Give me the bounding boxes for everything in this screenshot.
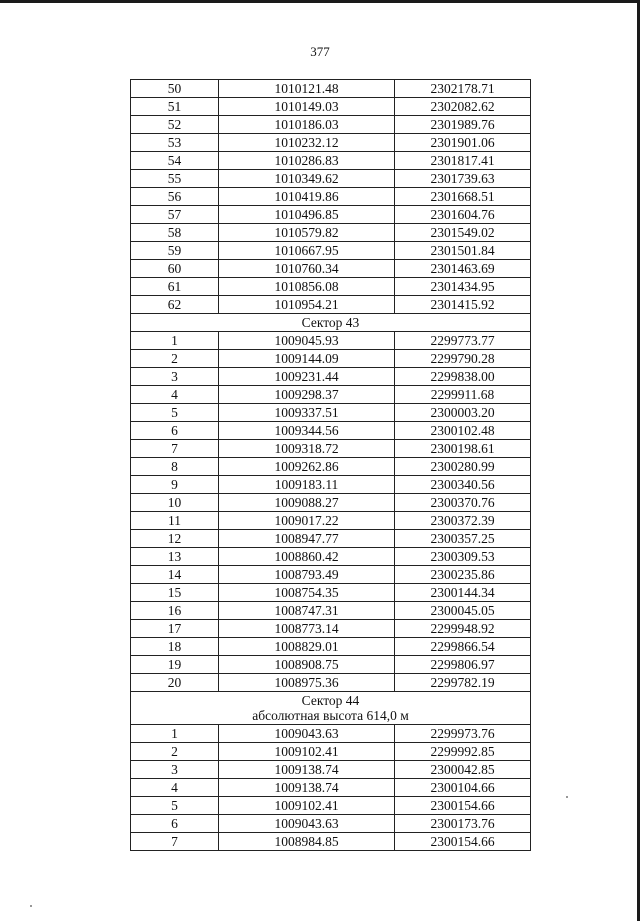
table-row — [131, 260, 531, 278]
y-coordinate-cell: 2299866.54 — [395, 638, 531, 656]
x-coordinate-cell: 1008984.85 — [219, 833, 395, 851]
point-number-cell: 11 — [131, 512, 219, 530]
x-coordinate-cell: 1008754.35 — [219, 584, 395, 602]
point-number-cell: 14 — [131, 566, 219, 584]
x-coordinate-cell: 1010856.08 — [219, 278, 395, 296]
table-row — [131, 422, 531, 440]
x-coordinate-cell: 1009043.63 — [219, 815, 395, 833]
point-number-cell: 61 — [131, 278, 219, 296]
page-number: 377 — [310, 44, 330, 59]
table-row — [131, 170, 531, 188]
table-row — [131, 833, 531, 851]
y-coordinate-cell: 2301434.95 — [395, 278, 531, 296]
point-number-cell: 15 — [131, 584, 219, 602]
y-coordinate-cell: 2301549.02 — [395, 224, 531, 242]
table-row — [131, 584, 531, 602]
point-number-cell: 18 — [131, 638, 219, 656]
table-row — [131, 404, 531, 422]
y-coordinate-cell: 2301668.51 — [395, 188, 531, 206]
point-number-cell: 8 — [131, 458, 219, 476]
y-coordinate-cell: 2301739.63 — [395, 170, 531, 188]
x-coordinate-cell: 1009183.11 — [219, 476, 395, 494]
table-row — [131, 566, 531, 584]
y-coordinate-cell: 2301463.69 — [395, 260, 531, 278]
table-row — [131, 761, 531, 779]
x-coordinate-cell: 1010349.62 — [219, 170, 395, 188]
y-coordinate-cell: 2301604.76 — [395, 206, 531, 224]
point-number-cell: 7 — [131, 440, 219, 458]
x-coordinate-cell: 1008975.36 — [219, 674, 395, 692]
x-coordinate-cell: 1010121.48 — [219, 80, 395, 98]
x-coordinate-cell: 1010232.12 — [219, 134, 395, 152]
sector-subtitle: абсолютная высота 614,0 м — [252, 708, 409, 723]
point-number-cell: 53 — [131, 134, 219, 152]
x-coordinate-cell: 1008908.75 — [219, 656, 395, 674]
point-number-cell: 2 — [131, 350, 219, 368]
y-coordinate-cell: 2299838.00 — [395, 368, 531, 386]
point-number-cell: 57 — [131, 206, 219, 224]
point-number-cell: 10 — [131, 494, 219, 512]
x-coordinate-cell: 1008829.01 — [219, 638, 395, 656]
table-row — [131, 134, 531, 152]
table-row — [131, 620, 531, 638]
x-coordinate-cell: 1010760.34 — [219, 260, 395, 278]
point-number-cell: 2 — [131, 743, 219, 761]
x-coordinate-cell: 1010579.82 — [219, 224, 395, 242]
point-number-cell: 56 — [131, 188, 219, 206]
x-coordinate-cell: 1009102.41 — [219, 743, 395, 761]
point-number-cell: 59 — [131, 242, 219, 260]
table-row — [131, 116, 531, 134]
y-coordinate-cell: 2299806.97 — [395, 656, 531, 674]
table-row — [131, 332, 531, 350]
x-coordinate-cell: 1009138.74 — [219, 761, 395, 779]
table-row — [131, 458, 531, 476]
table-row — [131, 512, 531, 530]
table-row — [131, 602, 531, 620]
scan-speck — [30, 905, 32, 907]
y-coordinate-cell: 2300340.56 — [395, 476, 531, 494]
x-coordinate-cell: 1010419.86 — [219, 188, 395, 206]
table-row — [131, 674, 531, 692]
y-coordinate-cell: 2300003.20 — [395, 404, 531, 422]
x-coordinate-cell: 1008747.31 — [219, 602, 395, 620]
point-number-cell: 51 — [131, 98, 219, 116]
x-coordinate-cell: 1010186.03 — [219, 116, 395, 134]
sector-heading — [131, 692, 531, 725]
y-coordinate-cell: 2299911.68 — [395, 386, 531, 404]
y-coordinate-cell: 2300309.53 — [395, 548, 531, 566]
x-coordinate-cell: 1009017.22 — [219, 512, 395, 530]
table-row — [131, 440, 531, 458]
y-coordinate-cell: 2299782.19 — [395, 674, 531, 692]
point-number-cell: 54 — [131, 152, 219, 170]
point-number-cell: 7 — [131, 833, 219, 851]
point-number-cell: 4 — [131, 779, 219, 797]
table-row — [131, 206, 531, 224]
sector-title: Сектор 44 — [301, 693, 360, 708]
point-number-cell: 52 — [131, 116, 219, 134]
y-coordinate-cell: 2300042.85 — [395, 761, 531, 779]
point-number-cell: 19 — [131, 656, 219, 674]
point-number-cell: 4 — [131, 386, 219, 404]
x-coordinate-cell: 1009231.44 — [219, 368, 395, 386]
sector-heading-row — [131, 314, 531, 332]
point-number-cell: 1 — [131, 332, 219, 350]
y-coordinate-cell: 2300144.34 — [395, 584, 531, 602]
point-number-cell: 3 — [131, 368, 219, 386]
x-coordinate-cell: 1008793.49 — [219, 566, 395, 584]
table-row — [131, 494, 531, 512]
table-row — [131, 98, 531, 116]
sector-heading-row — [131, 692, 531, 725]
y-coordinate-cell: 2300198.61 — [395, 440, 531, 458]
scan-top-edge — [0, 0, 640, 3]
sector-heading — [131, 314, 531, 332]
y-coordinate-cell: 2300370.76 — [395, 494, 531, 512]
x-coordinate-cell: 1009262.86 — [219, 458, 395, 476]
x-coordinate-cell: 1010496.85 — [219, 206, 395, 224]
y-coordinate-cell: 2300104.66 — [395, 779, 531, 797]
x-coordinate-cell: 1009318.72 — [219, 440, 395, 458]
y-coordinate-cell: 2299992.85 — [395, 743, 531, 761]
point-number-cell: 5 — [131, 797, 219, 815]
x-coordinate-cell: 1009144.09 — [219, 350, 395, 368]
table-row — [131, 548, 531, 566]
coordinates-table — [130, 79, 531, 851]
x-coordinate-cell: 1008947.77 — [219, 530, 395, 548]
table-row — [131, 476, 531, 494]
point-number-cell: 62 — [131, 296, 219, 314]
x-coordinate-cell: 1010149.03 — [219, 98, 395, 116]
x-coordinate-cell: 1009043.63 — [219, 725, 395, 743]
point-number-cell: 3 — [131, 761, 219, 779]
table-row — [131, 152, 531, 170]
table-row — [131, 386, 531, 404]
y-coordinate-cell: 2301501.84 — [395, 242, 531, 260]
y-coordinate-cell: 2299790.28 — [395, 350, 531, 368]
x-coordinate-cell: 1009088.27 — [219, 494, 395, 512]
point-number-cell: 55 — [131, 170, 219, 188]
y-coordinate-cell: 2301989.76 — [395, 116, 531, 134]
x-coordinate-cell: 1009045.93 — [219, 332, 395, 350]
y-coordinate-cell: 2300235.86 — [395, 566, 531, 584]
y-coordinate-cell: 2302082.62 — [395, 98, 531, 116]
y-coordinate-cell: 2301817.41 — [395, 152, 531, 170]
table-row — [131, 278, 531, 296]
x-coordinate-cell: 1008773.14 — [219, 620, 395, 638]
point-number-cell: 50 — [131, 80, 219, 98]
table-row — [131, 656, 531, 674]
table-row — [131, 368, 531, 386]
x-coordinate-cell: 1010954.21 — [219, 296, 395, 314]
point-number-cell: 9 — [131, 476, 219, 494]
point-number-cell: 6 — [131, 422, 219, 440]
y-coordinate-cell: 2301901.06 — [395, 134, 531, 152]
table-row — [131, 224, 531, 242]
y-coordinate-cell: 2300154.66 — [395, 797, 531, 815]
table-row — [131, 350, 531, 368]
y-coordinate-cell: 2300280.99 — [395, 458, 531, 476]
x-coordinate-cell: 1009344.56 — [219, 422, 395, 440]
y-coordinate-cell: 2300045.05 — [395, 602, 531, 620]
x-coordinate-cell: 1009138.74 — [219, 779, 395, 797]
point-number-cell: 58 — [131, 224, 219, 242]
point-number-cell: 5 — [131, 404, 219, 422]
table-row — [131, 80, 531, 98]
table-row — [131, 530, 531, 548]
table-row — [131, 725, 531, 743]
y-coordinate-cell: 2299948.92 — [395, 620, 531, 638]
y-coordinate-cell: 2301415.92 — [395, 296, 531, 314]
point-number-cell: 12 — [131, 530, 219, 548]
y-coordinate-cell: 2300173.76 — [395, 815, 531, 833]
y-coordinate-cell: 2300154.66 — [395, 833, 531, 851]
point-number-cell: 16 — [131, 602, 219, 620]
table-row — [131, 188, 531, 206]
point-number-cell: 60 — [131, 260, 219, 278]
scan-speck — [566, 796, 568, 798]
x-coordinate-cell: 1010667.95 — [219, 242, 395, 260]
x-coordinate-cell: 1009298.37 — [219, 386, 395, 404]
table-row — [131, 638, 531, 656]
y-coordinate-cell: 2299773.77 — [395, 332, 531, 350]
table-row — [131, 743, 531, 761]
table-row — [131, 242, 531, 260]
table-row — [131, 815, 531, 833]
sector-title: Сектор 43 — [301, 315, 360, 330]
x-coordinate-cell: 1009337.51 — [219, 404, 395, 422]
x-coordinate-cell: 1009102.41 — [219, 797, 395, 815]
y-coordinate-cell: 2299973.76 — [395, 725, 531, 743]
y-coordinate-cell: 2302178.71 — [395, 80, 531, 98]
coordinates-table-body — [131, 80, 531, 851]
y-coordinate-cell: 2300102.48 — [395, 422, 531, 440]
table-row — [131, 797, 531, 815]
point-number-cell: 20 — [131, 674, 219, 692]
point-number-cell: 17 — [131, 620, 219, 638]
x-coordinate-cell: 1008860.42 — [219, 548, 395, 566]
x-coordinate-cell: 1010286.83 — [219, 152, 395, 170]
point-number-cell: 6 — [131, 815, 219, 833]
y-coordinate-cell: 2300372.39 — [395, 512, 531, 530]
y-coordinate-cell: 2300357.25 — [395, 530, 531, 548]
point-number-cell: 1 — [131, 725, 219, 743]
table-row — [131, 296, 531, 314]
table-row — [131, 779, 531, 797]
point-number-cell: 13 — [131, 548, 219, 566]
